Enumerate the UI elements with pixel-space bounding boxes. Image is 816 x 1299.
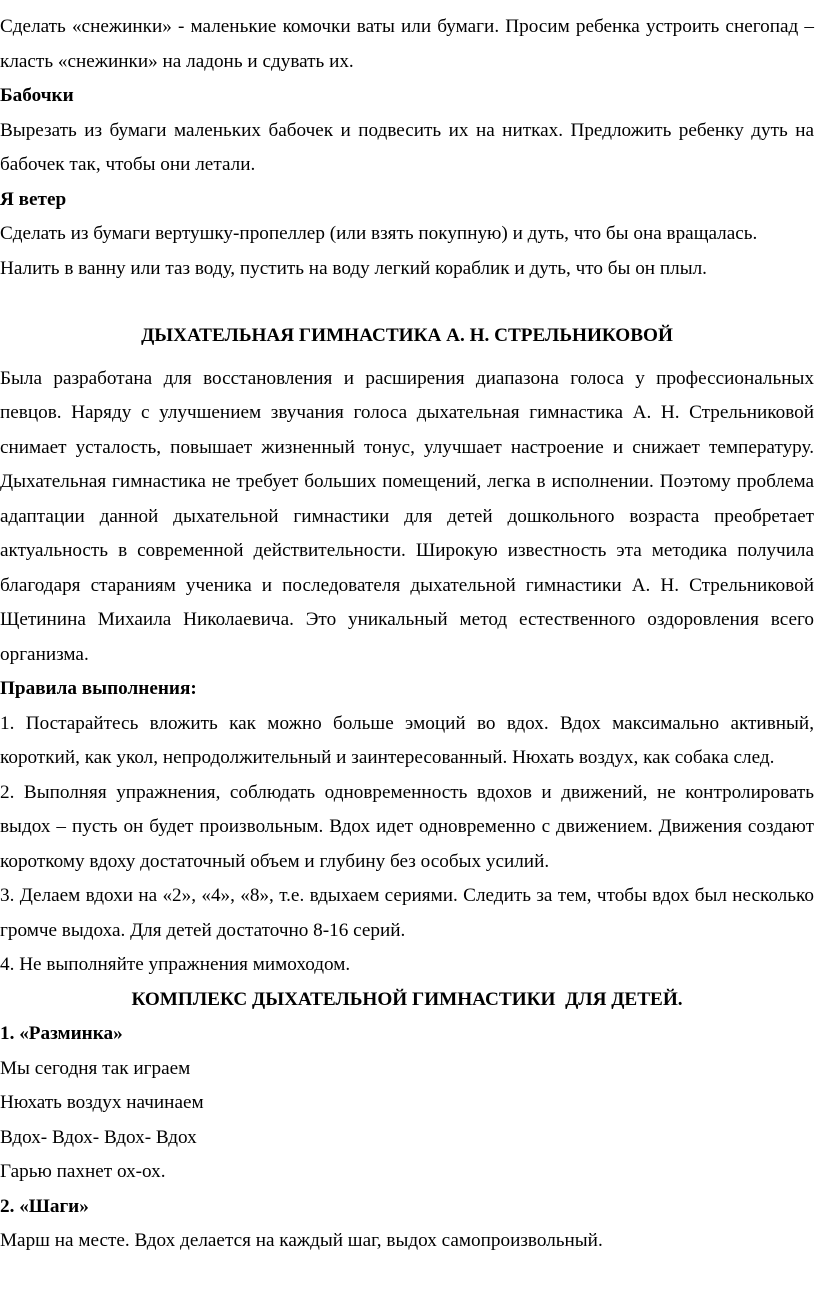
verse-line-4: Гарью пахнет ох-ох. (0, 1161, 166, 1182)
heading-rules: Правила выполнения: (0, 678, 197, 699)
section-title-complex: КОМПЛЕКС ДЫХАТЕЛЬНОЙ ГИМНАСТИКИ ДЛЯ ДЕТЕЙ. (131, 988, 683, 1010)
rule-item-3: 3. Делаем вдохи на «2», «4», «8», т.е. вдыхаем сериями. Следить за тем, чтобы вдох был несколько громче выдоха. Для детей достаточно 8-16 серий. (0, 885, 814, 941)
verse-line-3: Вдох- Вдох- Вдох- Вдох (0, 1126, 197, 1148)
paragraph-steps: Марш на месте. Вдох делается на каждый шаг, выдох самопроизвольный. (0, 1230, 603, 1251)
verse-line-2: Нюхать воздух начинаем (0, 1092, 204, 1113)
heading-warmup: 1. «Разминка» (0, 1023, 123, 1044)
paragraph-boat: Налить в ванну или таз воду, пустить на воду легкий кораблик и дуть, что бы он плыл. (0, 257, 707, 279)
paragraph-strelnikova-intro: Была разработана для восстановления и расширения диапазона голоса у профессиональных певцов. Наряду с улучшением звучания голоса дыхательная гимнастика А. Н. Стрельниковой снимает усталость, повышает жизненный тонус, улучшает настроение и снижает температуру. Дыхательная гимнастика не требует больших помещений, легка в исполнении. Поэтому проблема адаптации данной дыхательной гимнастики для детей дошкольного возраста преобретает актуальность в современной действительности. Широкую известность эта методика получила благодаря стараниям ученика и последователя дыхательной гимнастики А. Н. Стрельниковой Щетинина Михаила Николаевича. Это уникальный метод естественного оздоровления всего организма. (0, 367, 814, 665)
rule-item-1: 1. Постарайтесь вложить как можно больше эмоций во вдох. Вдох максимально активный, короткий, как укол, непродолжительный и заинтересованный. Нюхать воздух, как собака след. (0, 712, 814, 768)
heading-butterflies: Бабочки (0, 85, 74, 106)
verse-line-1: Мы сегодня так играем (0, 1057, 191, 1079)
paragraph-propeller: Сделать из бумаги вертушку-пропеллер (или взять покупную) и дуть, что бы она вращалась. (0, 223, 758, 244)
section-title-strelnikova: ДЫХАТЕЛЬНАЯ ГИМНАСТИКА А. Н. СТРЕЛЬНИКОВОЙ (141, 325, 673, 346)
rule-item-4: 4. Не выполняйте упражнения мимоходом. (0, 954, 351, 975)
heading-steps: 2. «Шаги» (0, 1195, 89, 1217)
paragraph-snowflakes: Сделать «снежинки» - маленькие комочки ваты или бумаги. Просим ребенка устроить снегопад – класть «снежинки» на ладонь и сдувать их. (0, 16, 814, 72)
rule-item-2: 2. Выполняя упражнения, соблюдать одновременность вдохов и движений, не контролировать выдох – пусть он будет произвольным. Вдох идет одновременно с движением. Движения создают короткому вдоху достаточный объем и глубину без особых усилий. (0, 781, 814, 872)
paragraph-butterflies: Вырезать из бумаги маленьких бабочек и подвесить их на нитках. Предложить ребенку дуть на бабочек так, чтобы они летали. (0, 119, 814, 175)
heading-i-am-wind: Я ветер (0, 188, 67, 210)
